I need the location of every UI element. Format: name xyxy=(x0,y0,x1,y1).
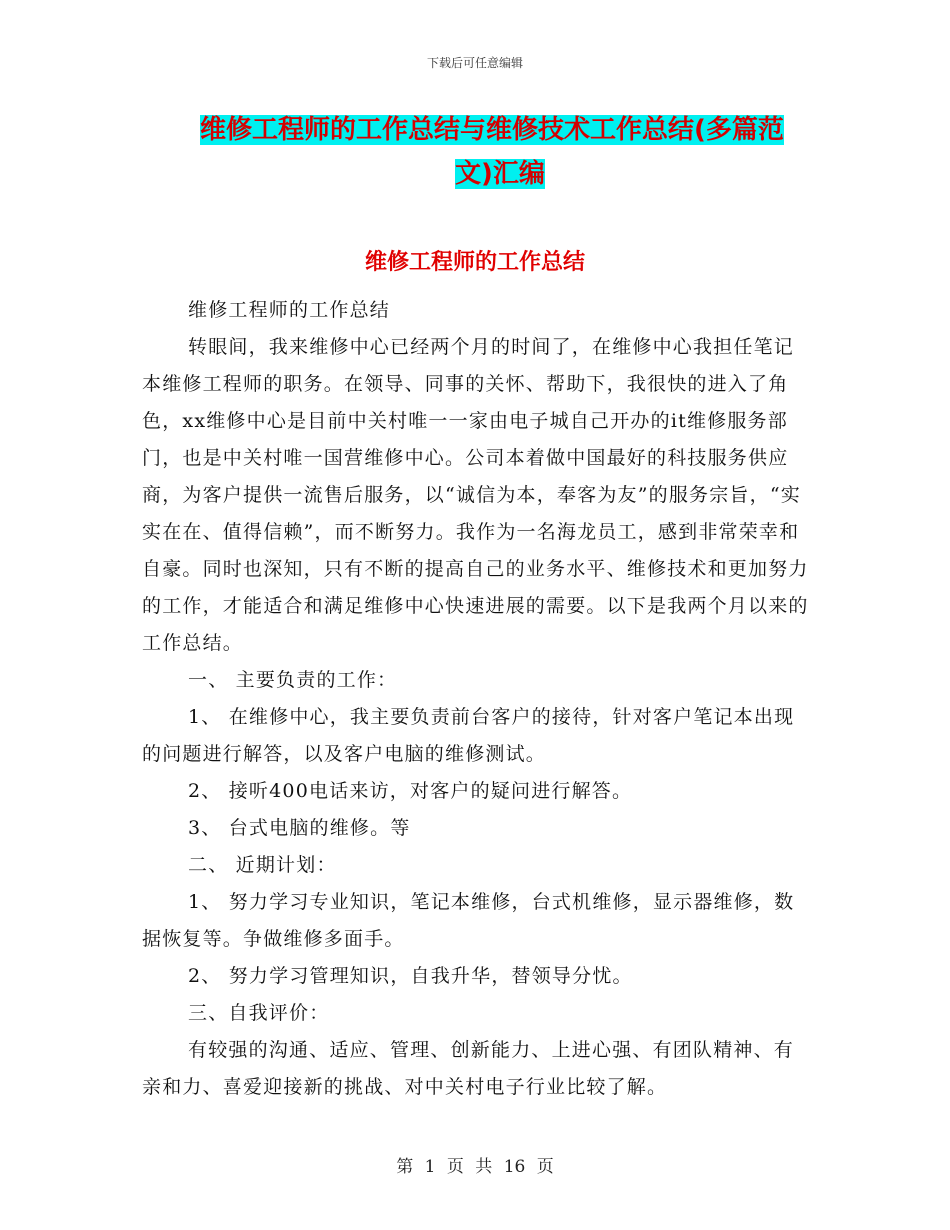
header-note: 下载后可任意编辑 xyxy=(426,56,523,70)
paragraph-intro: 转眼间，我来维修中心已经两个月的时间了，在维修中心我担任笔记本维修工程师的职务。在领导、同事的关怀、帮助下，我很快的进入了角色，xx维修中心是目前中关村唯一一家由电子城自己开办的it维修服务部门，也是中关村唯一国营维修中心。公司本着做中国最好的科技服务供应商，为客户提供一流售后服务，以“诚信为本，奉客为友”的服务宗旨，“实实在在、值得信赖”，而不断努力。我作为一名海龙员工，感到非常荣幸和自豪。同时也深知，只有不断的提高自己的业务水平、维修技术和更加努力的工作，才能适合和满足维修中心快速进展的需要。以下是我两个月以来的工作总结。 xyxy=(142,336,809,654)
heading-near-term-plan: 二、 近期计划： xyxy=(188,854,337,876)
title-line-1-text: 维修工程师的工作总结与维修技术工作总结(多篇范 xyxy=(200,115,784,145)
list-item-duty-1: 1、 在维修中心，我主要负责前台客户的接待，针对客户笔记本出现的问题进行解答，以及客户电脑的维修测试。 xyxy=(142,706,795,765)
list-item-duty-2: 2、 接听400电话来访，对客户的疑问进行解答。 xyxy=(188,780,633,802)
title-line-1 xyxy=(200,108,800,152)
document-title xyxy=(200,108,800,196)
heading-main-duties: 一、 主要负责的工作： xyxy=(188,669,398,691)
page-footer: 第 1 页 共 16 页 xyxy=(396,1157,554,1177)
heading-self-evaluation: 三、自我评价： xyxy=(188,1002,330,1024)
list-item-plan-1: 1、 努力学习专业知识，笔记本维修，台式机维修，显示器维修，数据恢复等。争做维修多面手。 xyxy=(142,891,795,950)
body-text xyxy=(142,292,812,1106)
list-item-plan-2: 2、 努力学习管理知识，自我升华，替领导分忧。 xyxy=(188,965,633,987)
list-item-duty-3: 3、 台式电脑的维修。等 xyxy=(188,817,411,839)
paragraph-subtitle: 维修工程师的工作总结 xyxy=(188,299,391,321)
title-line-2 xyxy=(200,152,800,196)
paragraph-self-evaluation: 有较强的沟通、适应、管理、创新能力、上进心强、有团队精神、有亲和力、喜爱迎接新的挑战、对中关村电子行业比较了解。 xyxy=(142,1039,795,1098)
section-title: 维修工程师的工作总结 xyxy=(364,250,585,275)
title-line-2-text: 文)汇编 xyxy=(455,159,545,189)
